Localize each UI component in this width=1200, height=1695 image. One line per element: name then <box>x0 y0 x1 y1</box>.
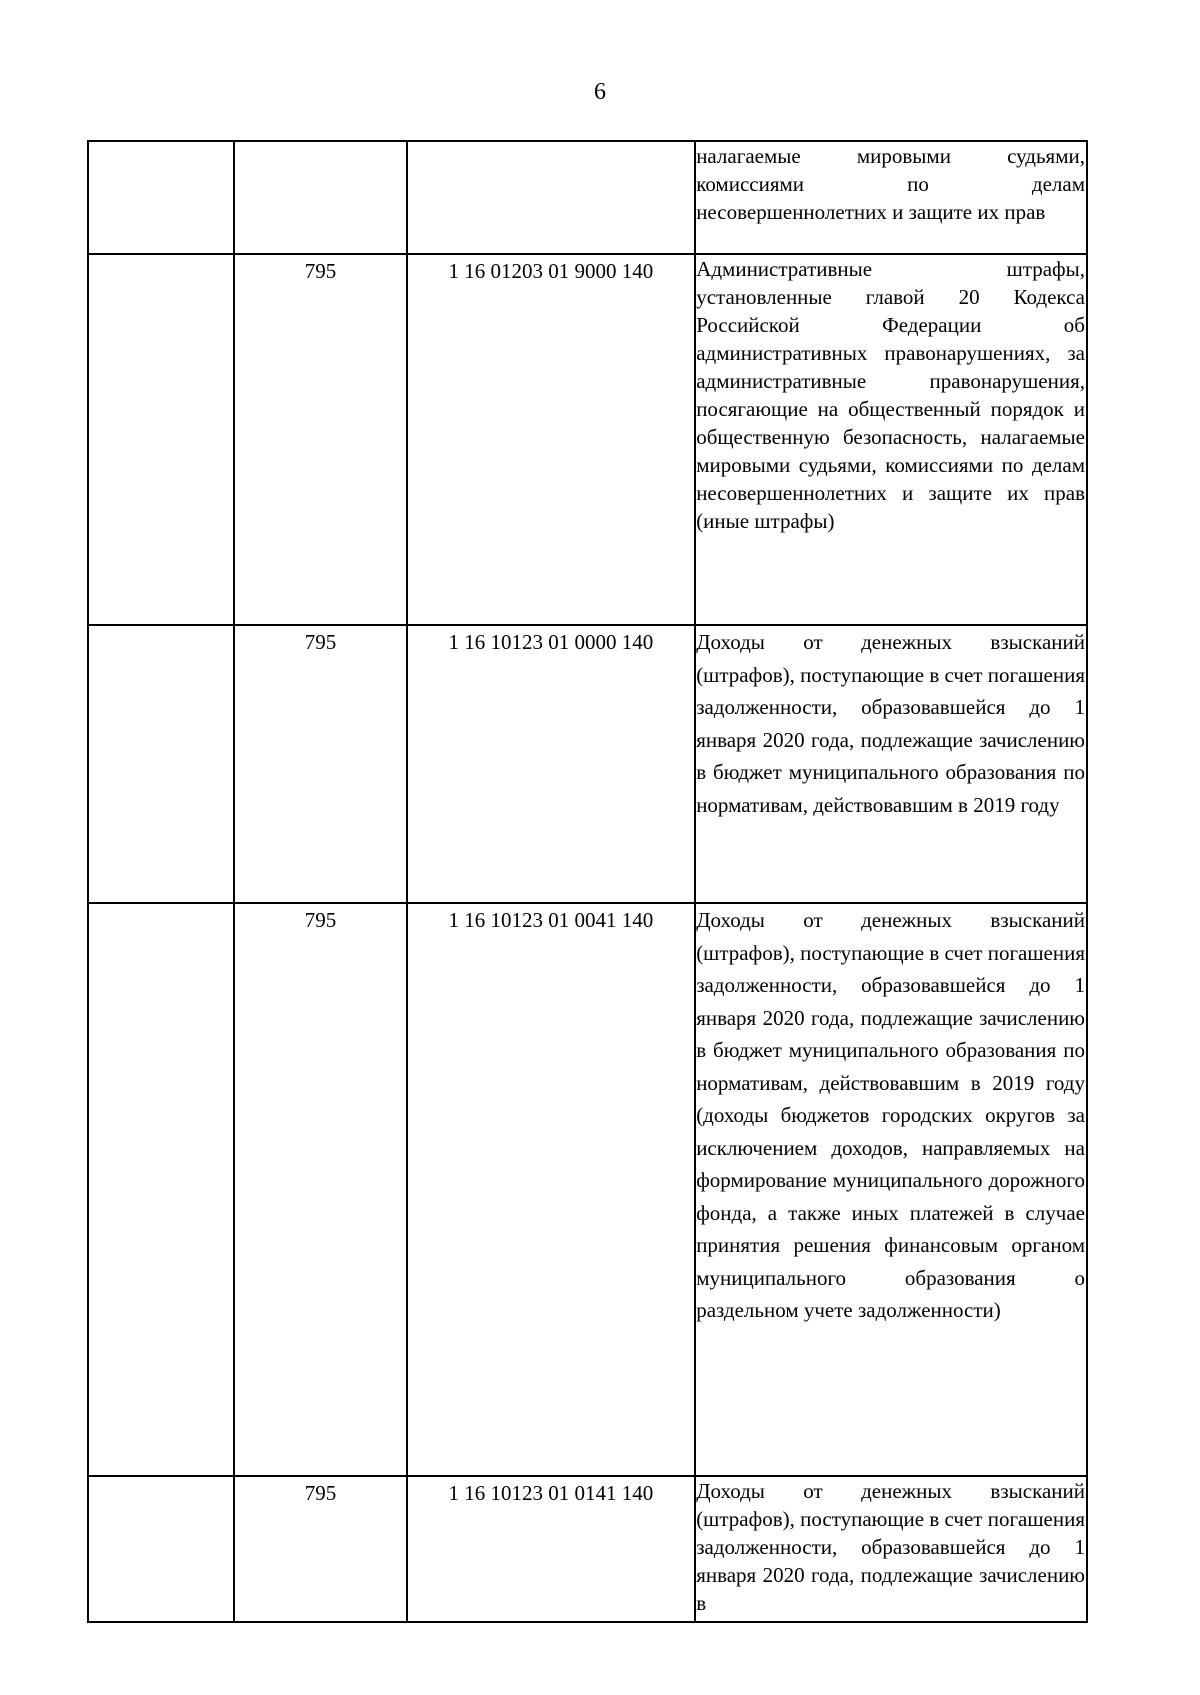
table-cell-empty <box>88 903 234 1476</box>
table-cell-admin-code <box>234 1476 406 1622</box>
table-row <box>88 254 1087 625</box>
description-text: Административные штрафы, установленные главой 20 Кодекса Российской Федерации об административных правонарушениях, за административные правонарушения, посягающие на общественный порядок и общественную безопасность, налагаемые мировыми судьями, комиссиями по делам несовершеннолетних и защите их прав (иные штрафы) <box>696 257 1085 533</box>
table-row <box>88 903 1087 1476</box>
table-cell-admin-code <box>234 141 406 254</box>
kbk-code-text: 1 16 10123 01 0041 140 <box>448 908 654 932</box>
table-row <box>88 625 1087 903</box>
description-text: Доходы от денежных взысканий (штрафов), поступающие в счет погашения задолженности, образовавшейся до 1 января 2020 года, подлежащие зачислению в бюджет муниципального образования по нормативам, действовавшим в 2019 году (доходы бюджетов городских округов за исключением доходов, направляемых на формирование муниципального дорожного фонда, а также иных платежей в случае принятия решения финансовым органом муниципального образования о раздельном учете задолженности) <box>696 908 1086 1322</box>
admin-code-text <box>235 142 405 146</box>
admin-code-text: 795 <box>304 1481 337 1505</box>
table-cell-empty <box>88 254 234 625</box>
table-cell-kbk-code <box>407 1476 696 1622</box>
table-cell-description <box>695 141 1087 254</box>
table-cell-admin-code <box>234 903 406 1476</box>
description-text: Доходы от денежных взысканий (штрафов), поступающие в счет погашения задолженности, образовавшейся до 1 января 2020 года, подлежащие зачислению в <box>696 1479 1086 1615</box>
page-number: 6 <box>594 79 606 105</box>
table-cell-empty <box>88 1476 234 1622</box>
description-text: Доходы от денежных взысканий (штрафов), поступающие в счет погашения задолженности, образовавшейся до 1 января 2020 года, подлежащие зачислению в бюджет муниципального образования по нормативам, действовавшим в 2019 году <box>696 630 1086 817</box>
table-cell-kbk-code <box>407 903 696 1476</box>
table-cell-admin-code <box>234 254 406 625</box>
table-cell-description <box>695 625 1087 903</box>
table-cell-kbk-code <box>407 141 696 254</box>
admin-code-text: 795 <box>304 908 337 932</box>
kbk-code-text: 1 16 10123 01 0000 140 <box>448 630 654 654</box>
table-row <box>88 1476 1087 1622</box>
admin-code-text: 795 <box>304 259 337 283</box>
table-row <box>88 141 1087 254</box>
kbk-code-text: 1 16 01203 01 9000 140 <box>448 259 654 283</box>
table-cell-description <box>695 903 1087 1476</box>
table-cell-description <box>695 254 1087 625</box>
table-cell-empty <box>88 141 234 254</box>
table-cell-admin-code <box>234 625 406 903</box>
kbk-code-text <box>408 142 695 146</box>
table-cell-empty <box>88 625 234 903</box>
table-cell-kbk-code <box>407 254 696 625</box>
revenue-codes-table <box>87 140 1088 1623</box>
table-cell-kbk-code <box>407 625 696 903</box>
kbk-code-text: 1 16 10123 01 0141 140 <box>448 1481 654 1505</box>
admin-code-text: 795 <box>304 630 337 654</box>
description-text: налагаемые мировыми судьями, комиссиями по делам несовершеннолетних и защите их прав <box>696 144 1085 224</box>
table-cell-description <box>695 1476 1087 1622</box>
